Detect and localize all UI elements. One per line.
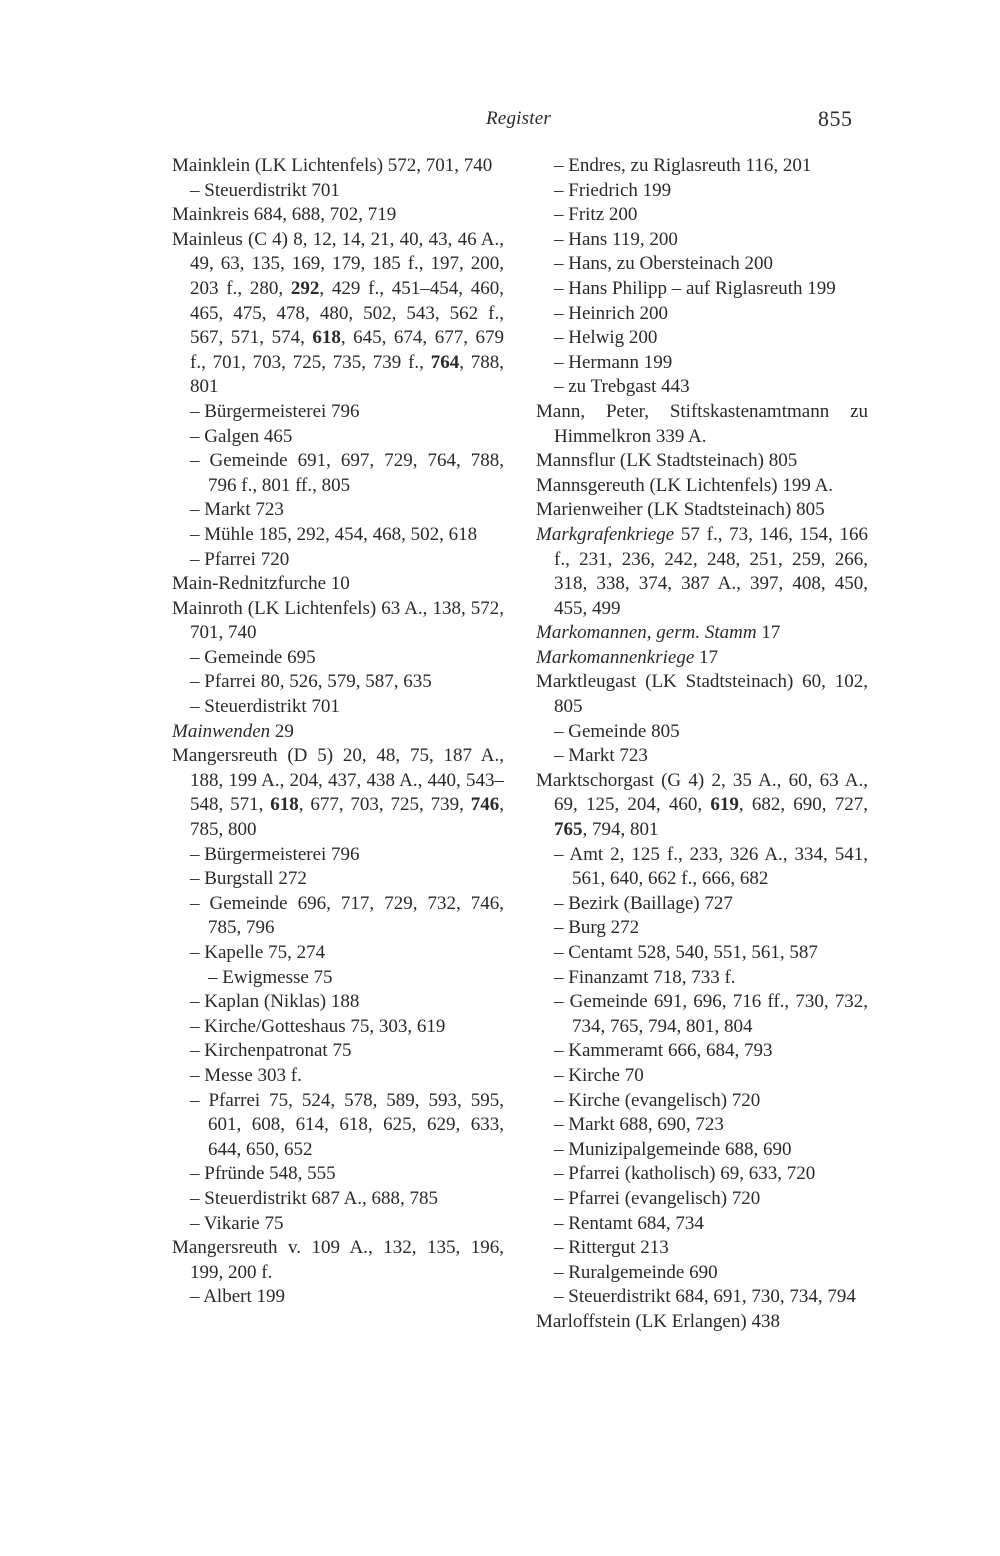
index-entry: – Ruralgemeinde 690 <box>554 1261 718 1283</box>
index-entry: – Fritz 200 <box>554 204 638 226</box>
index-entry: – Bürgermeisterei 796 <box>190 400 360 422</box>
index-entry: – Pfarrei 720 <box>190 548 290 570</box>
index-entry: – Markt 688, 690, 723 <box>554 1114 724 1136</box>
index-entry: – Endres, zu Riglasreuth 116, 201 <box>554 155 812 176</box>
index-entry: – Hans, zu Obersteinach 200 <box>554 253 773 275</box>
index-entry: – Kaplan (Niklas) 188 <box>190 991 360 1013</box>
index-entry: – Kirche 70 <box>554 1064 644 1086</box>
index-entry: – Pfarrei 75, 524, 578, 589, 593, 595, 601, 608, 614, 618, 625, 629, 633, 644, 650, 652 <box>190 1089 504 1160</box>
index-entry: Markomannenkriege 17 <box>536 646 719 668</box>
index-page-reference-bold: 618 <box>312 327 341 349</box>
index-entry: – zu Trebgast 443 <box>554 376 690 398</box>
index-page-reference-bold: 765 <box>554 819 583 841</box>
index-entry: – Gemeinde 695 <box>190 646 316 668</box>
running-head: Register <box>486 108 551 129</box>
index-entry: – Kapelle 75, 274 <box>190 942 326 963</box>
index-entry: – Heinrich 200 <box>554 302 668 324</box>
index-entry: – Burgstall 272 <box>190 868 307 890</box>
index-entry: – Vikarie 75 <box>190 1212 284 1234</box>
page-number: 855 <box>818 106 853 131</box>
index-entry: – Steuerdistrikt 701 <box>190 179 340 201</box>
index-entry-italic-term: Markomannenkriege <box>536 646 695 668</box>
index-entry: – Finanzamt 718, 733 f. <box>554 966 736 988</box>
index-entry: – Kammeramt 666, 684, 793 <box>554 1040 773 1062</box>
index-entry: – Markt 723 <box>554 745 648 767</box>
index-entry: – Helwig 200 <box>554 327 658 349</box>
index-entry: Marloffstein (LK Erlangen) 438 <box>536 1310 780 1332</box>
index-entry: Mainwenden 29 <box>172 720 294 742</box>
index-entry: – Hans 119, 200 <box>554 228 678 250</box>
index-entry: – Ewigmesse 75 <box>208 966 333 988</box>
index-entry: – Steuerdistrikt 701 <box>190 696 340 718</box>
index-entry: – Gemeinde 696, 717, 729, 732, 746, 785, 796 <box>190 892 504 939</box>
index-page-reference-bold: 764 <box>430 351 460 373</box>
index-entry: Markgrafenkriege 57 f., 73, 146, 154, 166 f., 231, 236, 242, 248, 251, 259, 266, 318, 338, 374, 387 A., 397, 408, 450, 455, 499 <box>536 523 868 619</box>
index-entry: – Galgen 465 <box>190 425 293 447</box>
index-entry: Marienweiher (LK Stadtsteinach) 805 <box>536 499 825 521</box>
index-entry: Mannsgereuth (LK Lichtenfels) 199 A. <box>536 474 834 496</box>
index-entry: Mangersreuth (D 5) 20, 48, 75, 187 A., 188, 199 A., 204, 437, 438 A., 440, 543–548, 571, 618, 677, 703, 725, 739, 746, 785, 800 <box>172 745 505 841</box>
index-entry: – Messe 303 f. <box>190 1064 302 1086</box>
index-entry: – Pfründe 548, 555 <box>190 1163 336 1185</box>
index-entry: – Kirche (evangelisch) 720 <box>554 1089 761 1111</box>
index-entry: – Amt 2, 125 f., 233, 326 A., 334, 541, 561, 640, 662 f., 666, 682 <box>554 843 868 890</box>
index-entry: – Gemeinde 805 <box>554 720 680 742</box>
index-entry: – Friedrich 199 <box>554 179 672 201</box>
index-page-reference-bold: 618 <box>270 794 299 816</box>
index-entry: Mainkreis 684, 688, 702, 719 <box>172 204 397 226</box>
index-entry: – Burg 272 <box>554 917 640 939</box>
index-entry: – Mühle 185, 292, 454, 468, 502, 618 <box>190 523 478 545</box>
index-entry: Mainleus (C 4) 8, 12, 14, 21, 40, 43, 46 A., 49, 63, 135, 169, 179, 185 f., 197, 200, 203 f., 280, 292, 429 f., 451–454, 460, 465, 475, 478, 480, 502, 543, 562 f., 567, 571, 574, 618, 645, 674, 677, 679 f., 701, 703, 725, 735, 739 f., 764, 788, 801 <box>172 228 505 398</box>
index-entry-italic-term: Markomannen, germ. Stamm <box>536 622 757 644</box>
index-page-reference-bold: 746 <box>470 794 500 816</box>
index-entry: – Gemeinde 691, 697, 729, 764, 788, 796 f., 801 ff., 805 <box>190 450 504 496</box>
index-entry: Marktleugast (LK Stadtsteinach) 60, 102, 805 <box>536 671 868 718</box>
index-entry: Main-Rednitzfurche 10 <box>172 573 350 595</box>
index-entry: – Bezirk (Baillage) 727 <box>554 892 733 914</box>
index-entry: – Centamt 528, 540, 551, 561, 587 <box>554 942 818 963</box>
index-entry: – Pfarrei (katholisch) 69, 633, 720 <box>554 1163 816 1185</box>
index-entry: Mannsflur (LK Stadtsteinach) 805 <box>536 450 798 472</box>
index-entry-italic-term: Markgrafenkriege <box>536 523 675 545</box>
index-entry: – Pfarrei (evangelisch) 720 <box>554 1187 761 1209</box>
index-entry: – Rittergut 213 <box>554 1237 669 1259</box>
index-entry: Mangersreuth v. 109 A., 132, 135, 196, 199, 200 f. <box>172 1237 504 1283</box>
index-entry: – Bürgermeisterei 796 <box>190 843 360 865</box>
index-entry: – Gemeinde 691, 696, 716 ff., 730, 732, 734, 765, 794, 801, 804 <box>554 991 868 1037</box>
index-entry: – Hermann 199 <box>554 351 673 373</box>
index-entry: – Steuerdistrikt 687 A., 688, 785 <box>190 1187 439 1209</box>
index-entry: Markomannen, germ. Stamm 17 <box>536 622 781 644</box>
index-column-left <box>172 154 504 1310</box>
index-page-reference-bold: 619 <box>710 794 739 816</box>
index-entry: – Munizipalgemeinde 688, 690 <box>554 1138 792 1160</box>
index-entry: – Rentamt 684, 734 <box>554 1212 704 1234</box>
index-entry: – Kirche/Gotteshaus 75, 303, 619 <box>190 1015 446 1037</box>
index-entry: Mann, Peter, Stiftskastenamtmann zu Himmelkron 339 A. <box>536 400 868 447</box>
index-entry: – Albert 199 <box>190 1286 285 1308</box>
index-column-right <box>536 154 868 1335</box>
index-entry-italic-term: Mainwenden <box>172 720 271 742</box>
index-entry: – Hans Philipp – auf Riglasreuth 199 <box>554 277 836 299</box>
index-entry: Marktschorgast (G 4) 2, 35 A., 60, 63 A., 69, 125, 204, 460, 619, 682, 690, 727, 765, 794, 801 <box>536 769 869 841</box>
index-entry: – Kirchenpatronat 75 <box>190 1040 352 1062</box>
index-entry: – Steuerdistrikt 684, 691, 730, 734, 794 <box>554 1286 856 1308</box>
index-entry: – Markt 723 <box>190 499 284 521</box>
index-page-reference-bold: 292 <box>290 277 320 299</box>
index-entry: Mainklein (LK Lichtenfels) 572, 701, 740 <box>172 155 493 176</box>
index-entry: Mainroth (LK Lichtenfels) 63 A., 138, 572, 701, 740 <box>172 597 504 644</box>
index-entry: – Pfarrei 80, 526, 579, 587, 635 <box>190 671 432 693</box>
